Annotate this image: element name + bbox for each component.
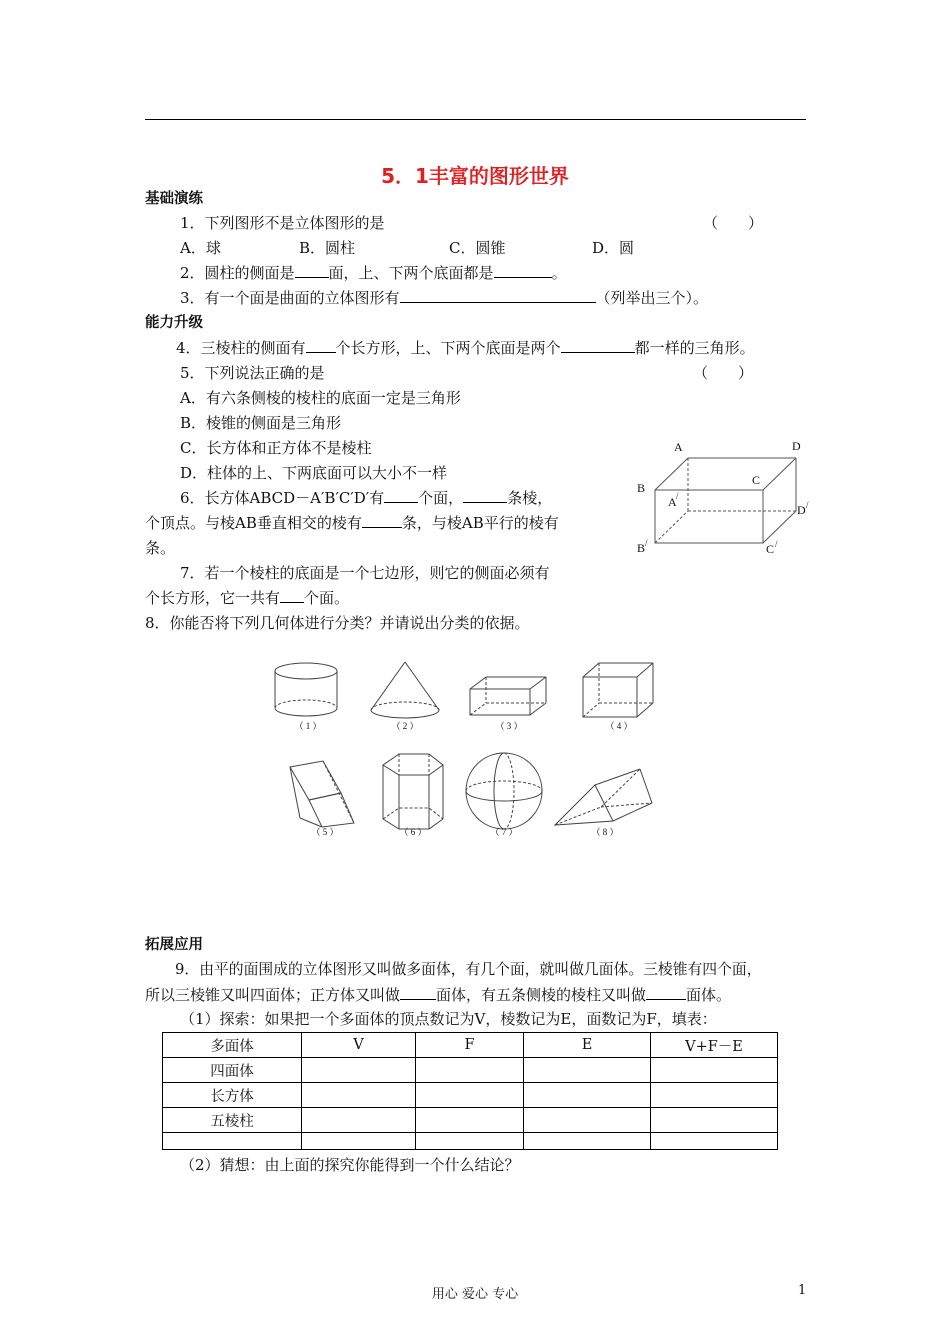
q7-line-1: 7．若一个棱柱的底面是一个七边形，则它的侧面必须有 <box>180 564 550 582</box>
q6-blank-perp[interactable] <box>362 513 402 528</box>
q4-line: 4．三棱柱的侧面有 个长方形，上、下两个底面是两个 都一样的三角形。 <box>176 339 755 357</box>
table-header-cell: V+F－E <box>651 1033 778 1058</box>
q5-option-a: A．有六条侧棱的棱柱的底面一定是三角形 <box>180 389 461 407</box>
q1-stem: 1．下列图形不是立体图形的是 <box>180 214 385 232</box>
table-header-cell: F <box>416 1033 524 1058</box>
q9-blank-prism[interactable] <box>646 985 686 1000</box>
solids-figure <box>265 655 685 850</box>
table-row <box>163 1108 778 1133</box>
vertex-label-c: C <box>752 473 761 487</box>
q6-blank-edges[interactable] <box>463 488 507 503</box>
cuboid-abcd-figure <box>630 438 815 563</box>
table-row-label: 长方体 <box>163 1083 302 1108</box>
page-title: 5．1丰富的图形世界 <box>381 164 569 188</box>
q5-stem: 5．下列说法正确的是 <box>180 364 325 382</box>
footer-motto: 用心 爱心 专心 <box>431 1287 519 1302</box>
triangular-prism-shape <box>555 769 652 825</box>
table-cell[interactable] <box>302 1133 416 1150</box>
vertex-label-d: D <box>792 439 801 453</box>
cone-shape <box>371 662 439 718</box>
shape-label-8: （ 8 ） <box>591 827 619 837</box>
q1-option-b: B．圆柱 <box>299 239 356 257</box>
table-header-cell: E <box>524 1033 651 1058</box>
shape-label-7: （ 7 ） <box>490 827 518 837</box>
table-row <box>163 1058 778 1083</box>
table-cell[interactable] <box>302 1058 416 1083</box>
table-row-label: 五棱柱 <box>163 1108 302 1133</box>
table-cell[interactable] <box>651 1083 778 1108</box>
table-header-cell: V <box>302 1033 416 1058</box>
q2-blank-2[interactable] <box>494 263 552 278</box>
section-extend: 拓展应用 <box>145 937 203 953</box>
q5-answer-paren: （ ） <box>693 364 754 382</box>
table-row <box>163 1083 778 1108</box>
q4-blank-2[interactable] <box>561 338 635 353</box>
q8-stem: 8．你能否将下列几何体进行分类？并请说出分类的依据。 <box>145 614 530 632</box>
table-cell[interactable] <box>524 1133 651 1150</box>
shape-label-4: （ 4 ） <box>605 721 633 731</box>
shape-label-6: （ 6 ） <box>399 827 427 837</box>
q1-option-c: C．圆锥 <box>449 239 506 257</box>
q6-line-2: 个顶点。与棱AB垂直相交的棱有 条，与棱AB平行的棱有 <box>145 514 559 532</box>
parallelepiped-shape <box>290 761 354 827</box>
table-cell[interactable] <box>302 1108 416 1133</box>
prime-mark-b1: / <box>645 538 648 548</box>
shape-label-3: （ 3 ） <box>495 721 523 731</box>
prime-mark-a1: / <box>676 491 679 501</box>
shape-label-2: （ 2 ） <box>391 721 419 731</box>
q9-line-1: 9．由平的面围成的立体图形又叫做多面体，有几个面，就叫做几面体。三棱锥有四个面， <box>175 961 762 978</box>
cube-shape <box>583 663 653 717</box>
vertex-label-a: A <box>674 440 683 454</box>
cylinder-shape <box>275 663 337 716</box>
table-cell[interactable] <box>416 1133 524 1150</box>
polyhedron-table <box>162 1032 778 1150</box>
q2-blank-1[interactable] <box>295 263 329 278</box>
prime-mark-d1: / <box>806 500 809 510</box>
q3-line: 3．有一个面是曲面的立体图形有 （列举出三个）。 <box>180 289 709 307</box>
q5-option-b: B．棱锥的侧面是三角形 <box>180 414 342 432</box>
vertex-label-a1: A <box>668 495 677 509</box>
table-cell[interactable] <box>651 1108 778 1133</box>
section-ability: 能力升级 <box>145 315 203 331</box>
shape-label-1: （ 1 ） <box>294 721 322 731</box>
table-cell[interactable] <box>651 1133 778 1150</box>
section-basic: 基础演练 <box>145 191 203 207</box>
q5-option-c: C．长方体和正方体不是棱柱 <box>180 439 372 457</box>
page-number: 1 <box>798 1283 807 1298</box>
table-row <box>163 1133 778 1150</box>
table-header-row <box>163 1033 778 1058</box>
table-header-cell: 多面体 <box>163 1033 302 1058</box>
header-rule <box>145 119 806 120</box>
vertex-label-b1: B <box>637 541 646 555</box>
vertex-label-b: B <box>637 481 646 495</box>
table-cell[interactable] <box>416 1058 524 1083</box>
q5-option-d: D．柱体的上、下两底面可以大小不一样 <box>180 464 448 482</box>
q9-guess: （2）猜想：由上面的探究你能得到一个什么结论？ <box>180 1156 520 1174</box>
q1-option-a: A．球 <box>180 239 221 257</box>
q9-blank-cube[interactable] <box>400 985 436 1000</box>
table-cell[interactable] <box>651 1058 778 1083</box>
q3-blank[interactable] <box>400 288 596 303</box>
q6-line-3: 条。 <box>145 539 176 557</box>
q1-answer-paren: （ ） <box>703 214 764 232</box>
q7-line-2: 个长方形，它一共有 个面。 <box>145 589 350 607</box>
q9-explore: （1）探索：如果把一个多面体的顶点数记为V，棱数记为E，面数记为F，填表： <box>180 1010 717 1028</box>
table-cell[interactable] <box>416 1108 524 1133</box>
table-cell[interactable] <box>416 1083 524 1108</box>
q6-line-1: 6．长方体ABCD－A′B′C′D′有 个面， 条棱， <box>180 489 553 507</box>
table-row-label <box>163 1133 302 1150</box>
q7-blank[interactable] <box>280 588 304 603</box>
q2-line: 2．圆柱的侧面是 面，上、下两个底面都是 。 <box>180 264 567 282</box>
table-row-label: 四面体 <box>163 1058 302 1083</box>
table-cell[interactable] <box>302 1083 416 1108</box>
table-cell[interactable] <box>524 1058 651 1083</box>
table-cell[interactable] <box>524 1083 651 1108</box>
q1-option-d: D．圆 <box>592 239 635 257</box>
hexagonal-prism-shape <box>383 754 443 829</box>
vertex-label-c1: C <box>766 542 775 556</box>
sphere-shape <box>466 753 542 829</box>
cuboid-shape <box>470 677 546 715</box>
q4-blank-1[interactable] <box>306 338 336 353</box>
q9-line-2: 所以三棱锥又叫四面体；正方体又叫做 面体，有五条侧棱的棱柱又叫做 面体。 <box>145 986 732 1004</box>
table-cell[interactable] <box>524 1108 651 1133</box>
vertex-label-d1: D <box>797 503 806 517</box>
prime-mark-c1: / <box>775 539 778 549</box>
q6-blank-faces[interactable] <box>384 488 418 503</box>
shape-label-5: （ 5 ） <box>311 827 339 837</box>
